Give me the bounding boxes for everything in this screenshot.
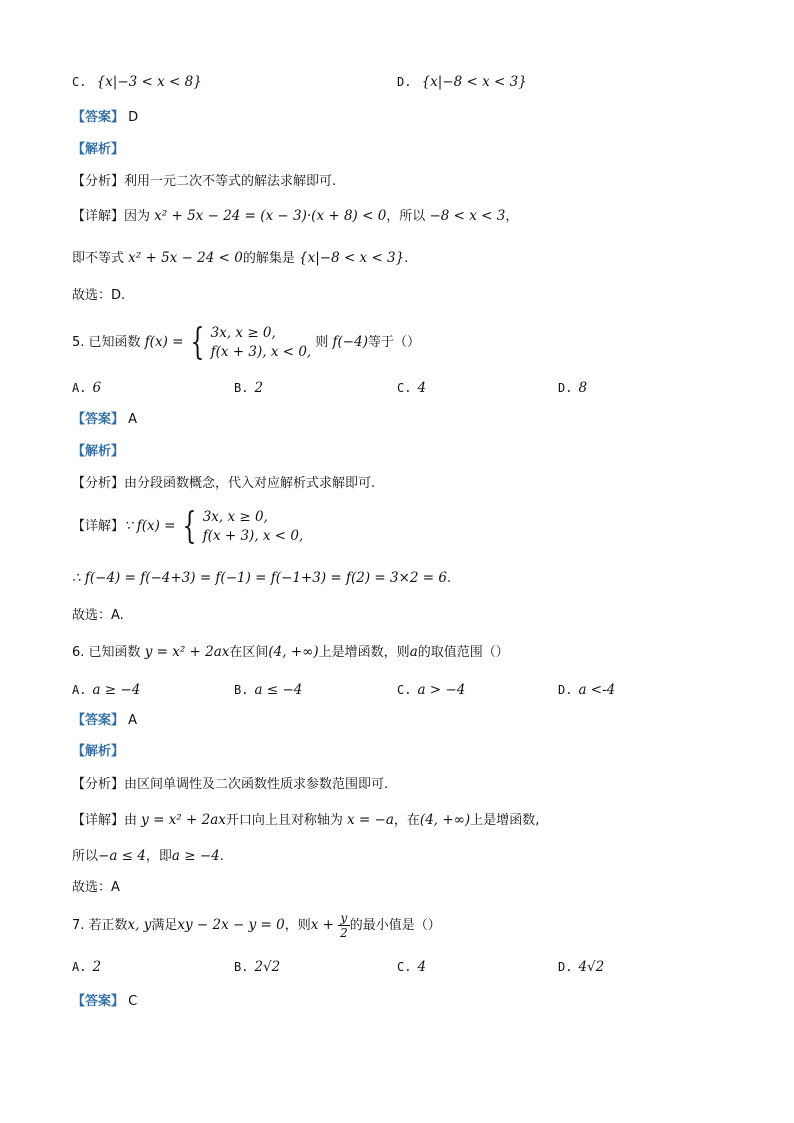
case-2: f(x + 3), x < 0, [202,527,304,544]
xiangjie-text: ，所以 [386,209,426,224]
left-brace: { [182,505,196,547]
q6-option-d [558,680,615,701]
answer-value: C [128,994,138,1009]
xiangjie-text: 即不等式 [72,251,125,266]
xiangjie-text: ， [505,209,519,224]
answer-tag: 【答案】 [72,713,125,728]
option-value: a ≤ −4 [254,682,303,698]
option-value: a ≥ −4 [92,682,141,698]
answer-value: D [128,110,139,125]
q4-xiangjie-line2 [72,248,408,269]
option-label: A. [72,683,87,697]
xiangjie-text: ，即 [145,849,172,864]
stem-text: 5. 已知函数 [72,335,141,350]
stem-text: 的最小值是（） [349,918,441,933]
fenxi-tag: 【分析】 [72,476,125,491]
guxuan-text: 故选：A [72,880,120,895]
answer-value: A [128,713,138,728]
xiangjie-math: (4, +∞) [419,812,471,828]
q4-option-c [72,72,202,93]
stem-text: 的取值范围（） [417,645,509,660]
q5-xiangjie [72,506,303,547]
xiangjie-text: 上是增函数, [470,813,540,828]
answer-tag: 【答案】 [72,994,125,1009]
option-label: B. [234,683,249,697]
stem-text: ，则 [284,918,311,933]
option-value: 2√2 [254,959,281,975]
jiexi-tag: 【解析】 [72,444,125,459]
stem-math: x + [310,917,334,933]
q4-jiexi [72,140,124,160]
option-math: {x|−3 < x < 8} [96,74,202,90]
xiangjie-tag: 【详解】 [72,813,125,828]
answer-value: A [128,412,138,427]
xiangjie-math: f(x) = [136,518,176,534]
fenxi-tag: 【分析】 [72,174,125,189]
q6-option-a [72,680,140,701]
q7-option-a [72,957,101,978]
stem-math: (4, +∞) [268,644,319,660]
option-value: 4 [417,380,427,396]
stem-text: 7. 若正数 [72,918,128,933]
q5-calc [72,568,451,589]
stem-math: xy − 2x − y = 0 [177,917,285,933]
option-value: a > −4 [417,682,466,698]
answer-tag: 【答案】 [72,412,125,427]
fraction [338,911,350,940]
option-value: 4 [417,959,427,975]
q6-option-b [234,680,302,701]
stem-text: 在区间 [229,645,269,660]
calc-text: . [446,571,452,586]
option-value: 8 [578,380,588,396]
stem-text: 则 [315,335,329,350]
option-label: A. [72,381,87,395]
fraction-denominator: 2 [340,926,348,940]
option-label: C. [397,381,412,395]
stem-text: 6. 已知函数 [72,645,141,660]
q7-answer [72,992,137,1012]
option-value: 4√2 [578,959,605,975]
case-2: f(x + 3), x < 0, [210,343,312,360]
xiangjie-text: 由 [124,813,138,828]
q5-guxuan [72,606,124,626]
q4-guxuan [72,286,125,306]
q5-option-b [234,378,263,399]
xiangjie-text: 开口向上且对称轴为 [225,813,343,828]
xiangjie-text: 因为 [124,209,151,224]
q5-option-c [397,378,426,399]
q5-answer [72,410,137,430]
q7-option-c [397,957,426,978]
stem-text: 满足 [151,918,178,933]
option-label: B. [234,381,249,395]
q6-jiexi [72,742,124,762]
option-label: C. [72,75,87,89]
because-symbol: ∵ [124,518,133,534]
xiangjie-text: 的解集是 [242,251,295,266]
option-label: D. [558,381,573,395]
q5-jiexi [72,442,124,462]
q4-answer [72,108,138,128]
fenxi-text: 由区间单调性及二次函数性质求参数范围即可. [124,777,389,792]
case-1: 3x, x ≥ 0, [210,324,276,341]
q7-option-b [234,957,280,978]
stem-math: x, y [127,917,152,933]
q5-fenxi [72,474,375,494]
xiangjie-math: x² + 5x − 24 < 0 [128,250,243,266]
q7-option-d [558,957,604,978]
q5-option-a [72,378,101,399]
q7-stem [72,908,441,943]
option-label: A. [72,960,87,974]
q6-fenxi [72,775,388,795]
case-1: 3x, x ≥ 0, [202,508,268,525]
stem-math: f(x) = [144,334,184,350]
q4-xiangjie [72,206,518,227]
jiexi-tag: 【解析】 [72,142,125,157]
xiangjie-math: y = x² + 2ax [141,812,226,828]
option-math: {x|−8 < x < 3} [421,74,527,90]
option-label: C. [397,683,412,697]
fenxi-text: 利用一元二次不等式的解法求解即可. [124,174,337,189]
q5-stem [72,322,420,363]
option-label: D. [558,960,573,974]
q6-xiangjie [72,810,539,831]
option-label: C. [397,960,412,974]
option-label: D. [397,75,412,89]
xiangjie-math: −a ≤ 4 [98,848,146,864]
option-value: a <-4 [578,682,616,698]
xiangjie-math: {x|−8 < x < 3} [299,250,405,266]
piecewise-cases [211,324,312,362]
q6-stem [72,642,509,663]
calc-math: ∴ f(−4) = f(−4+3) = f(−1) = f(−1+3) = f(2) = 3×2 = 6 [72,570,447,586]
q6-guxuan [72,878,120,898]
jiexi-tag: 【解析】 [72,744,125,759]
q6-xiangjie-line2 [72,846,224,867]
option-value: 2 [92,959,102,975]
q6-option-c [397,680,465,701]
option-value: 6 [92,380,102,396]
xiangjie-text: . [219,849,224,864]
stem-math: f(−4) [332,334,368,350]
guxuan-text: 故选：A. [72,608,124,623]
q4-fenxi [72,172,336,192]
xiangjie-math: −8 < x < 3 [429,208,506,224]
stem-math: y = x² + 2ax [144,644,230,660]
xiangjie-math: x = −a [347,812,394,828]
xiangjie-tag: 【详解】 [72,519,125,534]
q5-option-d [558,378,587,399]
xiangjie-tag: 【详解】 [72,209,125,224]
stem-text: 等于（） [367,335,420,350]
xiangjie-text: 所以 [72,849,99,864]
answer-tag: 【答案】 [72,110,125,125]
left-brace: { [190,321,204,363]
stem-text: 上是增函数，则 [318,645,410,660]
xiangjie-text: ，在 [393,813,420,828]
xiangjie-text: . [404,251,409,266]
fenxi-text: 由分段函数概念，代入对应解析式求解即可. [124,476,376,491]
fenxi-tag: 【分析】 [72,777,125,792]
option-value: 2 [254,380,264,396]
stem-math: a [409,644,418,660]
fraction-numerator: y [338,911,350,926]
piecewise-cases [203,508,304,546]
xiangjie-math: x² + 5x − 24 = (x − 3)·(x + 8) < 0 [154,208,387,224]
guxuan-text: 故选：D. [72,288,126,303]
option-label: B. [234,960,249,974]
q4-option-d [397,72,527,93]
xiangjie-math: a ≥ −4 [171,848,220,864]
option-label: D. [558,683,573,697]
q6-answer [72,711,137,731]
